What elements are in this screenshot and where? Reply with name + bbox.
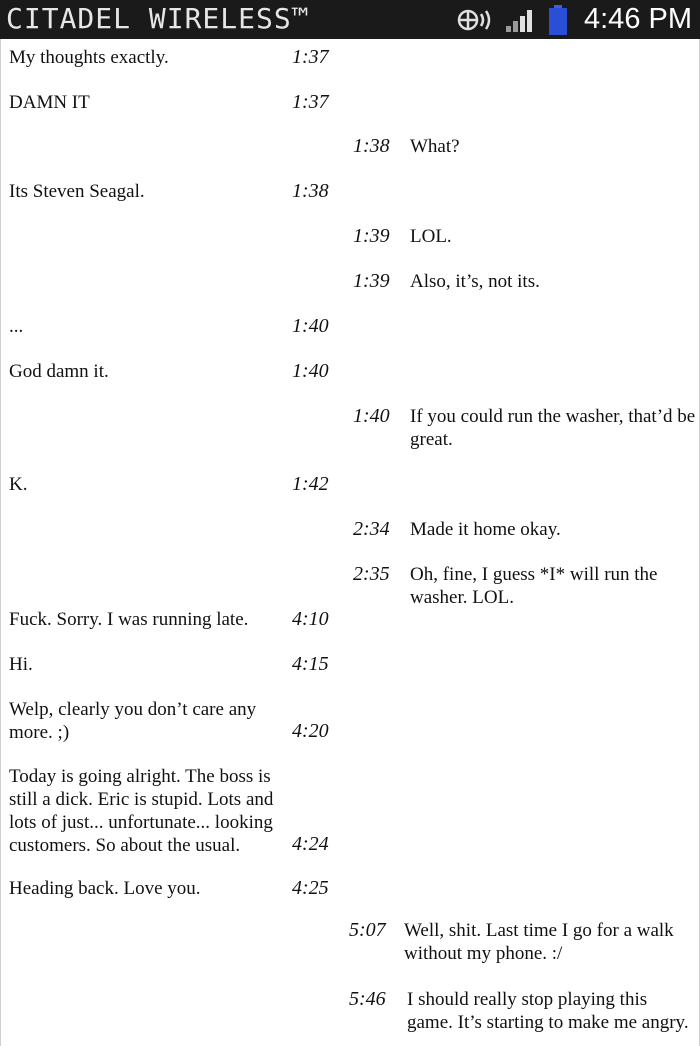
message-text: Heading back. Love you. [9, 878, 201, 899]
message-text: Also, it’s, not its. [410, 271, 540, 292]
status-bar [0, 0, 700, 39]
message-time: 5:46 [349, 988, 386, 1010]
message-time: 1:42 [292, 473, 329, 495]
message-time: 1:40 [292, 315, 329, 337]
message-time: 1:39 [353, 225, 390, 247]
message-text: LOL. [410, 226, 452, 247]
wifi-direct-icon [454, 6, 494, 34]
message-text: Fuck. Sorry. I was running late. [9, 609, 249, 630]
message-time: 1:37 [292, 91, 329, 113]
message-time: 1:37 [292, 46, 329, 68]
battery-icon [548, 4, 568, 36]
message-text: If you could run the washer, that’d be great. [410, 406, 696, 450]
message-text: God damn it. [9, 361, 109, 382]
message-text: Welp, clearly you don’t care any more. ;) [9, 699, 257, 743]
message-time: 2:34 [353, 518, 390, 540]
message-text: I should really stop playing this game. It’s starting to make me angry. [407, 989, 689, 1033]
signal-bars-icon [504, 6, 538, 34]
message-text: K. [9, 474, 28, 495]
message-time: 5:07 [349, 919, 386, 941]
message-text: Made it home okay. [410, 519, 561, 540]
message-time: 2:35 [353, 563, 390, 585]
message-time: 4:24 [292, 833, 329, 855]
carrier-name: CITADEL WIRELESS™ [6, 2, 310, 35]
message-time: 4:10 [292, 608, 329, 630]
message-time: 4:25 [292, 877, 329, 899]
message-time: 4:15 [292, 653, 329, 675]
status-icons [454, 0, 692, 39]
message-thread[interactable] [0, 39, 700, 1046]
message-time: 4:20 [292, 720, 329, 742]
clock: 4:46 PM [584, 3, 692, 35]
message-time: 1:40 [353, 405, 390, 427]
message-time: 1:40 [292, 360, 329, 382]
message-text: ... [9, 316, 24, 337]
message-time: 1:38 [353, 135, 390, 157]
message-time: 1:39 [353, 270, 390, 292]
message-text: Hi. [9, 654, 33, 675]
message-text: What? [410, 136, 460, 157]
message-text: Well, shit. Last time I go for a walk without my phone. :/ [404, 920, 674, 964]
message-text: Its Steven Seagal. [9, 181, 145, 202]
message-time: 1:38 [292, 180, 329, 202]
message-text: DAMN IT [9, 92, 90, 113]
message-text: My thoughts exactly. [9, 47, 169, 68]
message-text: Oh, fine, I guess *I* will run the washer. LOL. [410, 564, 658, 608]
message-text: Today is going alright. The boss is still a dick. Eric is stupid. Lots and lots of just... unfortunate... looking customers. So about the usual. [9, 766, 274, 856]
